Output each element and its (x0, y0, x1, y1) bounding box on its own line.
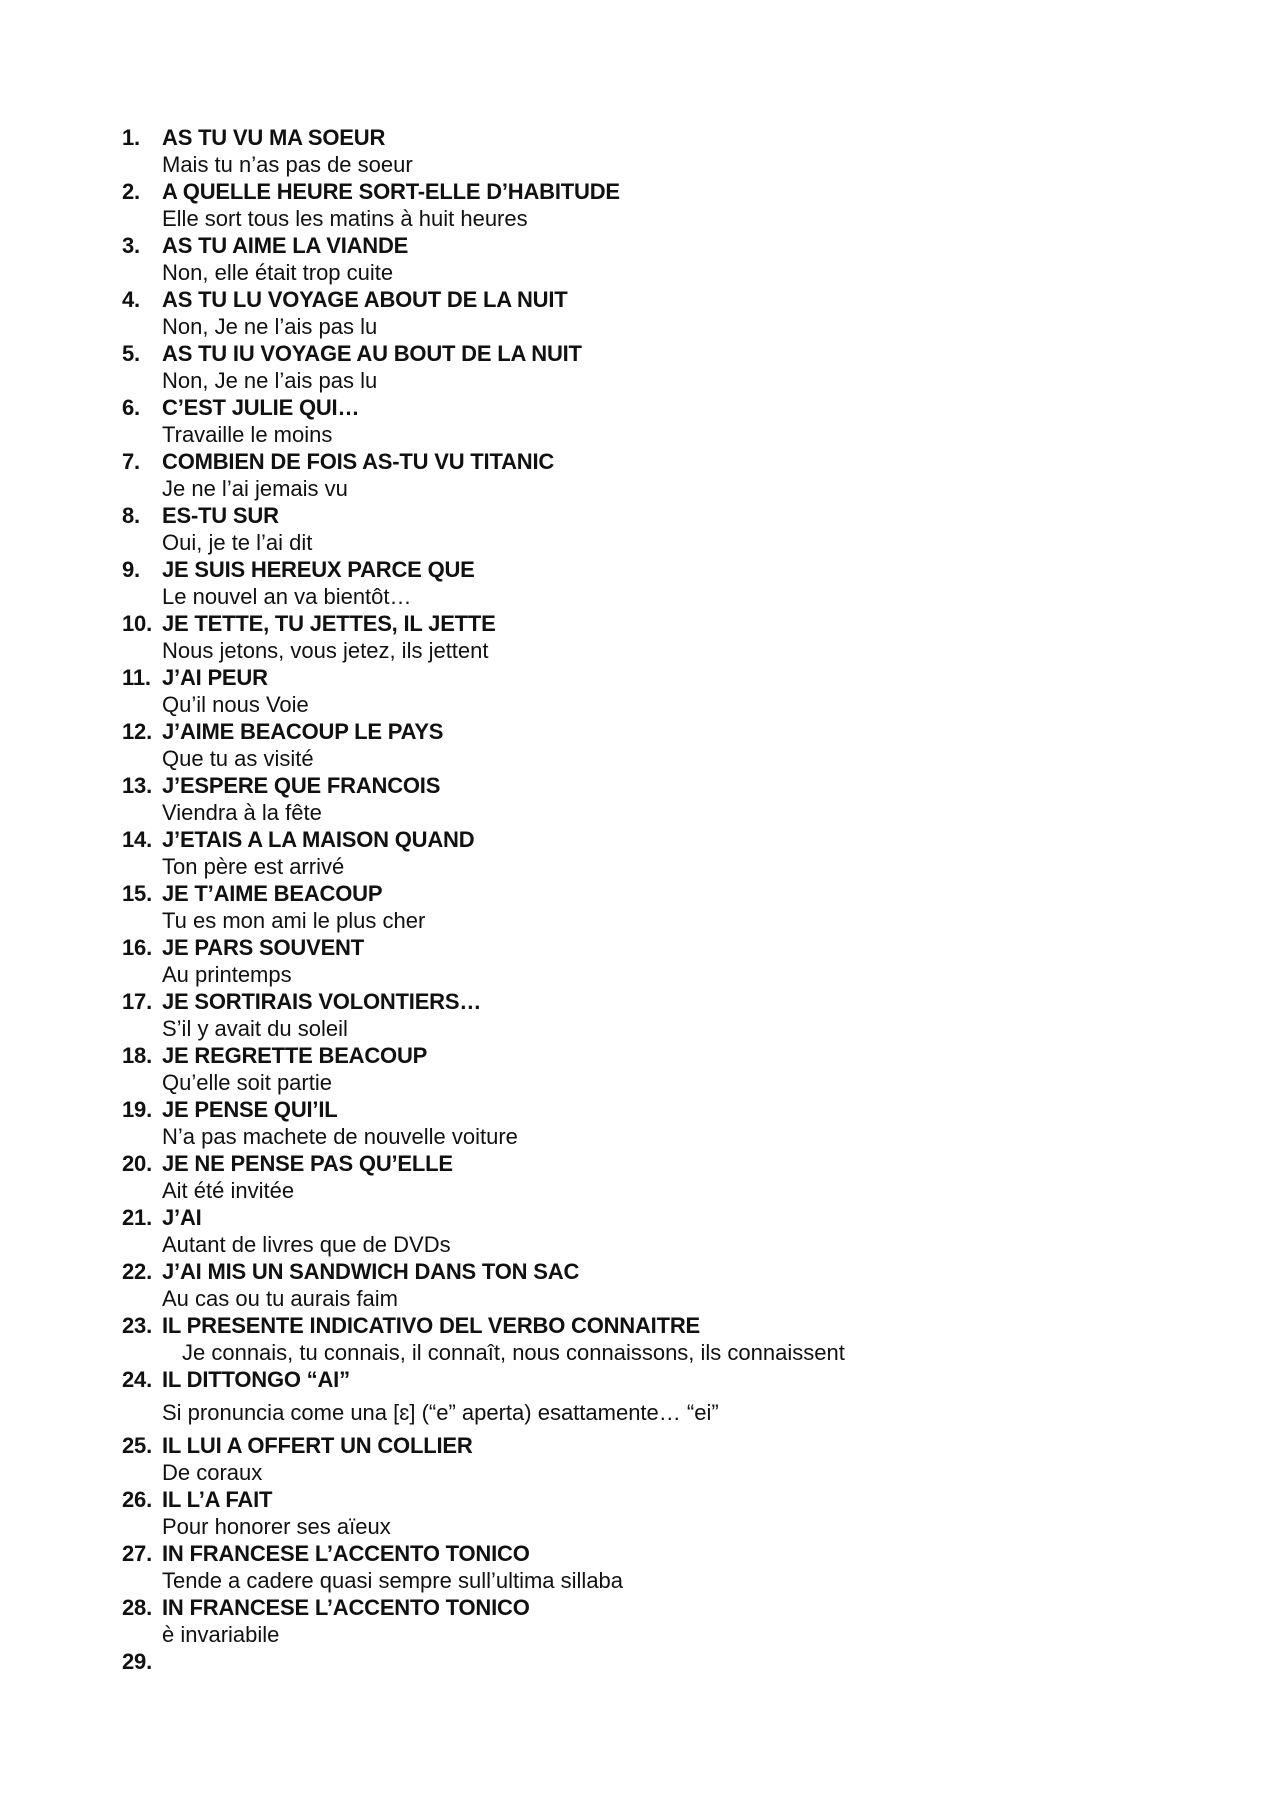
item-number: 6. (122, 395, 140, 420)
item-heading: AS TU AIME LA VIANDE (162, 233, 409, 258)
item-heading: JE SUIS HEREUX PARCE QUE (162, 557, 475, 582)
item-answer: Le nouvel an va bientôt… (162, 584, 412, 609)
item-number: 20. (122, 1151, 152, 1176)
item-number: 18. (122, 1043, 152, 1068)
item-number: 10. (122, 611, 152, 636)
item-answer: è invariabile (162, 1622, 280, 1647)
item-number: 5. (122, 341, 140, 366)
list-item-11 (122, 664, 1242, 718)
item-answer: Au printemps (162, 962, 292, 987)
item-number: 2. (122, 179, 140, 204)
item-number: 21. (122, 1205, 152, 1230)
item-content (162, 610, 1242, 664)
item-heading: IL DITTONGO “AI” (162, 1367, 350, 1392)
item-content (162, 1486, 1242, 1540)
item-number: 16. (122, 935, 152, 960)
list-item-10 (122, 610, 1242, 664)
item-number: 9. (122, 557, 140, 582)
item-content (162, 1312, 1242, 1366)
list-item-7 (122, 448, 1242, 502)
item-answer: Que tu as visité (162, 746, 314, 771)
item-heading: JE TETTE, TU JETTES, IL JETTE (162, 611, 496, 636)
item-heading: JE NE PENSE PAS QU’ELLE (162, 1151, 453, 1176)
item-content (162, 1366, 1242, 1432)
list-item-21 (122, 1204, 1242, 1258)
item-heading: AS TU VU MA SOEUR (162, 125, 386, 150)
item-number: 4. (122, 287, 140, 312)
item-content (162, 772, 1242, 826)
item-content (162, 232, 1242, 286)
list-item-8 (122, 502, 1242, 556)
item-content (162, 718, 1242, 772)
list-item-3 (122, 232, 1242, 286)
item-number: 27. (122, 1541, 152, 1566)
item-content (162, 340, 1242, 394)
item-answer: Pour honorer ses aïeux (162, 1514, 391, 1539)
numbered-list (122, 124, 1242, 1675)
item-answer: S’il y avait du soleil (162, 1016, 348, 1041)
item-heading: JE T’AIME BEACOUP (162, 881, 383, 906)
item-answer: Si pronuncia come una [ɛ] (“e” aperta) esattamente… “ei” (162, 1400, 719, 1425)
list-item-6 (122, 394, 1242, 448)
list-item-20 (122, 1150, 1242, 1204)
item-number: 11. (122, 665, 151, 690)
item-number: 28. (122, 1595, 152, 1620)
item-number: 29. (122, 1649, 152, 1674)
item-heading: IL PRESENTE INDICATIVO DEL VERBO CONNAITRE (162, 1313, 700, 1338)
item-heading: J’ETAIS A LA MAISON QUAND (162, 827, 475, 852)
list-item-15 (122, 880, 1242, 934)
item-heading: J’AI MIS UN SANDWICH DANS TON SAC (162, 1259, 580, 1284)
item-number: 15. (122, 881, 152, 906)
item-content (162, 1096, 1242, 1150)
list-item-14 (122, 826, 1242, 880)
item-heading: JE REGRETTE BEACOUP (162, 1043, 428, 1068)
item-heading: J’AIME BEACOUP LE PAYS (162, 719, 444, 744)
list-item-25 (122, 1432, 1242, 1486)
item-content (162, 1594, 1242, 1648)
item-answer: Tu es mon ami le plus cher (162, 908, 426, 933)
item-content (162, 880, 1242, 934)
list-item-5 (122, 340, 1242, 394)
item-heading: IN FRANCESE L’ACCENTO TONICO (162, 1541, 530, 1566)
item-number: 23. (122, 1313, 152, 1338)
item-heading: JE PENSE QUI’IL (162, 1097, 338, 1122)
item-content (162, 826, 1242, 880)
item-number: 17. (122, 989, 152, 1014)
list-item-28 (122, 1594, 1242, 1648)
list-item-13 (122, 772, 1242, 826)
item-heading: IL LUI A OFFERT UN COLLIER (162, 1433, 473, 1458)
item-answer: Autant de livres que de DVDs (162, 1232, 451, 1257)
item-content (162, 1042, 1242, 1096)
item-answer: Nous jetons, vous jetez, ils jettent (162, 638, 489, 663)
item-answer: Oui, je te l’ai dit (162, 530, 313, 555)
item-answer: Elle sort tous les matins à huit heures (162, 206, 528, 231)
item-answer: N’a pas machete de nouvelle voiture (162, 1124, 518, 1149)
list-item-17 (122, 988, 1242, 1042)
item-answer: Non, Je ne l’ais pas lu (162, 368, 378, 393)
item-heading: JE PARS SOUVENT (162, 935, 364, 960)
list-item-26 (122, 1486, 1242, 1540)
item-heading: J’AI PEUR (162, 665, 268, 690)
item-content (162, 178, 1242, 232)
item-heading: AS TU LU VOYAGE ABOUT DE LA NUIT (162, 287, 568, 312)
item-heading: JE SORTIRAIS VOLONTIERS… (162, 989, 482, 1014)
list-item-4 (122, 286, 1242, 340)
item-content (162, 448, 1242, 502)
item-heading: IN FRANCESE L’ACCENTO TONICO (162, 1595, 530, 1620)
item-content (162, 988, 1242, 1042)
item-content (162, 556, 1242, 610)
item-answer: Qu’elle soit partie (162, 1070, 332, 1095)
item-heading: COMBIEN DE FOIS AS-TU VU TITANIC (162, 449, 555, 474)
item-answer: Je ne l’ai jemais vu (162, 476, 348, 501)
item-number: 3. (122, 233, 140, 258)
list-item-22 (122, 1258, 1242, 1312)
item-answer: Travaille le moins (162, 422, 333, 447)
item-answer: Mais tu n’as pas de soeur (162, 152, 413, 177)
item-answer: De coraux (162, 1460, 263, 1485)
item-content (162, 1432, 1242, 1486)
item-content (162, 1150, 1242, 1204)
list-item-1 (122, 124, 1242, 178)
item-number: 13. (122, 773, 152, 798)
item-answer: Viendra à la fête (162, 800, 322, 825)
list-item-12 (122, 718, 1242, 772)
item-content (162, 1540, 1242, 1594)
item-content (162, 1204, 1242, 1258)
item-content (162, 1258, 1242, 1312)
item-content (162, 664, 1242, 718)
item-content (162, 286, 1242, 340)
list-item-18 (122, 1042, 1242, 1096)
item-number: 19. (122, 1097, 152, 1122)
item-answer: Au cas ou tu aurais faim (162, 1286, 399, 1311)
list-item-2 (122, 178, 1242, 232)
item-number: 26. (122, 1487, 152, 1512)
list-item-27 (122, 1540, 1242, 1594)
item-heading: ES-TU SUR (162, 503, 279, 528)
item-answer: Ton père est arrivé (162, 854, 345, 879)
item-number: 25. (122, 1433, 152, 1458)
item-answer: Non, elle était trop cuite (162, 260, 394, 285)
item-heading: A QUELLE HEURE SORT-ELLE D’HABITUDE (162, 179, 620, 204)
item-answer: Tende a cadere quasi sempre sull’ultima sillaba (162, 1568, 624, 1593)
item-content (162, 934, 1242, 988)
item-content (162, 394, 1242, 448)
item-heading: AS TU IU VOYAGE AU BOUT DE LA NUIT (162, 341, 582, 366)
item-content (162, 502, 1242, 556)
item-heading: J’ESPERE QUE FRANCOIS (162, 773, 441, 798)
item-heading: J’AI (162, 1205, 202, 1230)
item-number: 1. (122, 125, 140, 150)
item-number: 22. (122, 1259, 152, 1284)
item-answer: Ait été invitée (162, 1178, 295, 1203)
item-answer: Je connais, tu connais, il connaît, nous connaissons, ils connaissent (182, 1340, 845, 1365)
item-heading: C’EST JULIE QUI… (162, 395, 360, 420)
item-number: 24. (122, 1367, 152, 1392)
list-item-9 (122, 556, 1242, 610)
list-item-23 (122, 1312, 1242, 1366)
item-number: 12. (122, 719, 152, 744)
list-item-24 (122, 1366, 1242, 1432)
list-item-29 (122, 1648, 1242, 1675)
item-heading: IL L’A FAIT (162, 1487, 273, 1512)
list-item-16 (122, 934, 1242, 988)
item-answer: Non, Je ne l’ais pas lu (162, 314, 378, 339)
item-content (162, 124, 1242, 178)
item-number: 8. (122, 503, 140, 528)
item-number: 14. (122, 827, 152, 852)
item-answer: Qu’il nous Voie (162, 692, 309, 717)
list-item-19 (122, 1096, 1242, 1150)
item-number: 7. (122, 449, 140, 474)
